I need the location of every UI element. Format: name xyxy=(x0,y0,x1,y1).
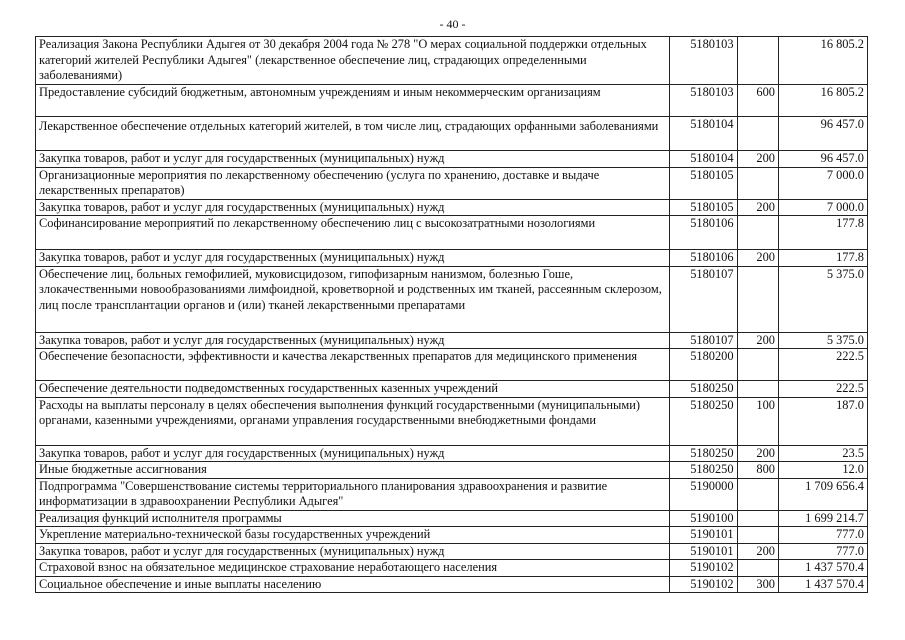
row-amount: 96 457.0 xyxy=(779,117,868,151)
row-amount: 12.0 xyxy=(779,462,868,479)
row-code: 5180107 xyxy=(669,332,737,349)
budget-table xyxy=(35,36,868,593)
row-amount: 16 805.2 xyxy=(779,37,868,85)
row-name: Обеспечение безопасности, эффективности и качества лекарственных препаратов для медицинского применения xyxy=(36,349,670,381)
row-amount: 222.5 xyxy=(779,349,868,381)
table-row xyxy=(36,576,868,593)
row-name: Реализация Закона Республики Адыгея от 30 декабря 2004 года № 278 "О мерах социальной поддержки отдельных категорий жителей Республики Адыгея" (лекарственное обеспечение лиц, страдающих определенными заболеваниями) xyxy=(36,37,670,85)
row-amount: 1 699 214.7 xyxy=(779,510,868,527)
row-amount: 777.0 xyxy=(779,527,868,544)
row-code: 5190100 xyxy=(669,510,737,527)
table-row xyxy=(36,37,868,85)
table-row xyxy=(36,510,868,527)
row-code: 5180250 xyxy=(669,462,737,479)
row-amount: 1 709 656.4 xyxy=(779,478,868,510)
row-expense-type xyxy=(737,510,778,527)
row-name: Закупка товаров, работ и услуг для государственных (муниципальных) нужд xyxy=(36,151,670,168)
row-expense-type: 200 xyxy=(737,332,778,349)
row-name: Закупка товаров, работ и услуг для государственных (муниципальных) нужд xyxy=(36,250,670,267)
table-row xyxy=(36,527,868,544)
table-row xyxy=(36,167,868,199)
row-expense-type xyxy=(737,216,778,250)
table-row xyxy=(36,216,868,250)
row-expense-type xyxy=(737,117,778,151)
row-code: 5180103 xyxy=(669,37,737,85)
row-name: Обеспечение лиц, больных гемофилией, муковисцидозом, гипофизарным нанизмом, болезнью Гоше, злокачественными новообразованиями лимфоидной, кроветворной и родственных им тканей, рассеянным склерозом, лиц после трансплантации органов и (или) тканей лекарственными препаратами xyxy=(36,266,670,332)
row-name: Социальное обеспечение и иные выплаты населению xyxy=(36,576,670,593)
row-expense-type xyxy=(737,381,778,398)
row-name: Иные бюджетные ассигнования xyxy=(36,462,670,479)
row-code: 5180200 xyxy=(669,349,737,381)
row-amount: 16 805.2 xyxy=(779,85,868,117)
table-row xyxy=(36,332,868,349)
row-expense-type: 200 xyxy=(737,250,778,267)
row-expense-type xyxy=(737,560,778,577)
row-code: 5180105 xyxy=(669,199,737,216)
row-expense-type: 100 xyxy=(737,397,778,445)
row-code: 5190102 xyxy=(669,560,737,577)
table-row xyxy=(36,349,868,381)
row-name: Закупка товаров, работ и услуг для государственных (муниципальных) нужд xyxy=(36,332,670,349)
row-code: 5180106 xyxy=(669,250,737,267)
table-row xyxy=(36,381,868,398)
table-row xyxy=(36,543,868,560)
row-code: 5180250 xyxy=(669,381,737,398)
row-expense-type: 200 xyxy=(737,445,778,462)
row-code: 5180106 xyxy=(669,216,737,250)
row-amount: 5 375.0 xyxy=(779,332,868,349)
row-amount: 777.0 xyxy=(779,543,868,560)
table-row xyxy=(36,250,868,267)
row-amount: 177.8 xyxy=(779,250,868,267)
row-code: 5190101 xyxy=(669,543,737,560)
row-name: Закупка товаров, работ и услуг для государственных (муниципальных) нужд xyxy=(36,445,670,462)
table-row xyxy=(36,151,868,168)
row-amount: 1 437 570.4 xyxy=(779,560,868,577)
row-amount: 187.0 xyxy=(779,397,868,445)
row-amount: 96 457.0 xyxy=(779,151,868,168)
row-expense-type: 800 xyxy=(737,462,778,479)
row-expense-type: 300 xyxy=(737,576,778,593)
row-amount: 7 000.0 xyxy=(779,167,868,199)
row-amount: 222.5 xyxy=(779,381,868,398)
row-expense-type: 200 xyxy=(737,199,778,216)
row-amount: 23.5 xyxy=(779,445,868,462)
row-expense-type: 600 xyxy=(737,85,778,117)
row-code: 5180250 xyxy=(669,445,737,462)
table-row xyxy=(36,462,868,479)
row-name: Реализация функций исполнителя программы xyxy=(36,510,670,527)
row-name: Расходы на выплаты персоналу в целях обеспечения выполнения функций государственными (муниципальными) органами, казенными учреждениями, органами управления государственными внебюджетными фондами xyxy=(36,397,670,445)
row-code: 5190101 xyxy=(669,527,737,544)
table-row xyxy=(36,397,868,445)
row-expense-type: 200 xyxy=(737,543,778,560)
row-name: Закупка товаров, работ и услуг для государственных (муниципальных) нужд xyxy=(36,543,670,560)
row-name: Лекарственное обеспечение отдельных категорий жителей, в том числе лиц, страдающих орфанными заболеваниями xyxy=(36,117,670,151)
row-expense-type xyxy=(737,167,778,199)
row-code: 5180107 xyxy=(669,266,737,332)
row-expense-type xyxy=(737,527,778,544)
row-amount: 5 375.0 xyxy=(779,266,868,332)
row-code: 5190102 xyxy=(669,576,737,593)
row-expense-type xyxy=(737,37,778,85)
row-code: 5180105 xyxy=(669,167,737,199)
table-row xyxy=(36,85,868,117)
row-name: Организационные мероприятия по лекарственному обеспечению (услуга по хранению, доставке и выдаче лекарственных препаратов) xyxy=(36,167,670,199)
row-name: Закупка товаров, работ и услуг для государственных (муниципальных) нужд xyxy=(36,199,670,216)
row-name: Укрепление материально-технической базы государственных учреждений xyxy=(36,527,670,544)
row-expense-type xyxy=(737,349,778,381)
table-row xyxy=(36,560,868,577)
row-code: 5180103 xyxy=(669,85,737,117)
table-row xyxy=(36,199,868,216)
table-row xyxy=(36,117,868,151)
row-code: 5180104 xyxy=(669,151,737,168)
page-number: - 40 - xyxy=(439,17,466,31)
row-amount: 177.8 xyxy=(779,216,868,250)
row-expense-type: 200 xyxy=(737,151,778,168)
row-code: 5180104 xyxy=(669,117,737,151)
row-code: 5180250 xyxy=(669,397,737,445)
table-row xyxy=(36,266,868,332)
row-expense-type xyxy=(737,266,778,332)
row-code: 5190000 xyxy=(669,478,737,510)
table-row xyxy=(36,478,868,510)
row-name: Обеспечение деятельности подведомственных государственных казенных учреждений xyxy=(36,381,670,398)
row-name: Подпрограмма "Совершенствование системы территориального планирования здравоохранения и развитие информатизации в здравоохранении Республики Адыгея" xyxy=(36,478,670,510)
row-amount: 1 437 570.4 xyxy=(779,576,868,593)
budget-table-body xyxy=(36,37,868,593)
row-name: Софинансирование мероприятий по лекарственному обеспечению лиц с высокозатратными нозологиями xyxy=(36,216,670,250)
table-row xyxy=(36,445,868,462)
row-amount: 7 000.0 xyxy=(779,199,868,216)
row-name: Страховой взнос на обязательное медицинское страхование неработающего населения xyxy=(36,560,670,577)
row-expense-type xyxy=(737,478,778,510)
row-name: Предоставление субсидий бюджетным, автономным учреждениям и иным некоммерческим организациям xyxy=(36,85,670,117)
